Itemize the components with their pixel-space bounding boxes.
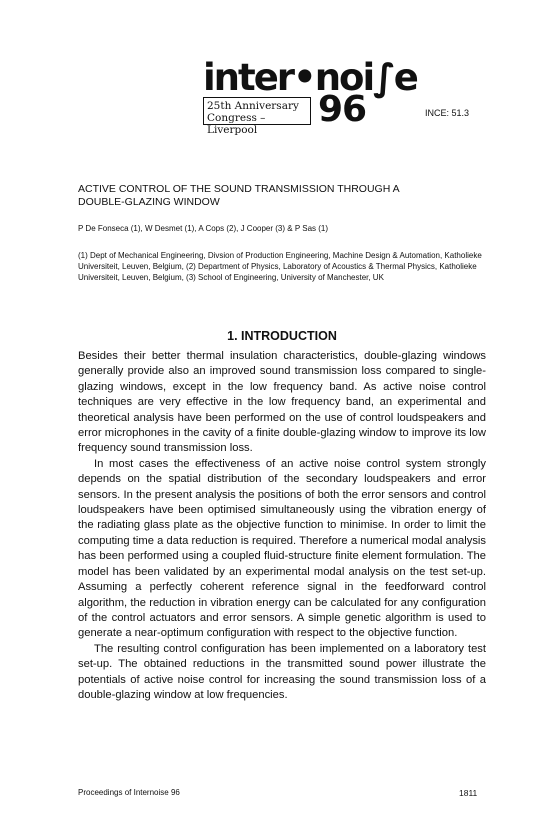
paragraph: Besides their better thermal insulation characteristics, double-glazing windows generally provide also an improved sound transmission loss compared to single-glazing windows, except in the low frequency band. As active noise control techniques are very effective in the low frequency band, an experimental and theoretical analysis have been performed on the use of control loudspeakers and error microphones in the cavity of a finite double-glazing window to improve its low frequency sound transmission loss.	[78, 350, 486, 455]
paragraph: In most cases the effectiveness of an active noise control system strongly depends on the spatial distribution of the secondary loudspeakers and error sensors. In the present analysis the positions of both the error sensors and control loudspeakers have been optimised simultaneously using the vibration energy of the radiating glass plate as the objective function to minimise. In order to limit the computing time a data reduction is required. Therefore a numerical modal analysis has been performed using a coupled fluid-structure finite element formulation. The model has been validated by an experimental modal analysis on the test set-up. Assuming a perfectly coherent reference signal in the feedforward control algorithm, the reduction in vibration energy can be calculated for any configuration of the control actuators and error sensors. A simple genetic algorithm is used to generate a near-optimum configuration with respect to the objective function.	[78, 457, 486, 640]
section-heading: 1. INTRODUCTION	[227, 329, 337, 343]
body-text	[78, 349, 486, 703]
paper-title-line-1: ACTIVE CONTROL OF THE SOUND TRANSMISSION THROUGH A	[78, 183, 400, 195]
paper-title-line-2: DOUBLE-GLAZING WINDOW	[78, 196, 220, 208]
conference-logo-year: 96	[318, 89, 367, 130]
footer-proceedings: Proceedings of Internoise 96	[78, 788, 180, 797]
logo-anniversary-text: 25th Anniversary	[207, 100, 299, 112]
conference-logo-box	[203, 97, 311, 136]
paper-reference-code: INCE: 51.3	[425, 108, 470, 118]
logo-congress-text: Congress – Liverpool	[207, 112, 266, 136]
conference-logo-wordmark: inter•noi∫e	[203, 56, 417, 99]
paper-authors: P De Fonseca (1), W Desmet (1), A Cops (2), J Cooper (3) & P Sas (1)	[78, 224, 329, 233]
paragraph: The resulting control configuration has been implemented on a laboratory test set-up. The obtained reductions in the transmitted sound power illustrate the potentials of active noise control for increasing the sound transmission loss of a double-glazing window at low frequencies.	[78, 642, 486, 701]
page-number: 1811	[459, 788, 478, 798]
paper-affiliations: (1) Dept of Mechanical Engineering, Divsion of Production Engineering, Machine Design & Automation, Katholieke Universiteit, Leuven, Belgium, (2) Department of Physics, Laboratory of Acoustics & Thermal Physics, Katholieke Universiteit, Leuven, Belgium, (3) School of Engineering, University of Manchester, UK	[78, 251, 482, 282]
paper-title	[78, 183, 498, 209]
